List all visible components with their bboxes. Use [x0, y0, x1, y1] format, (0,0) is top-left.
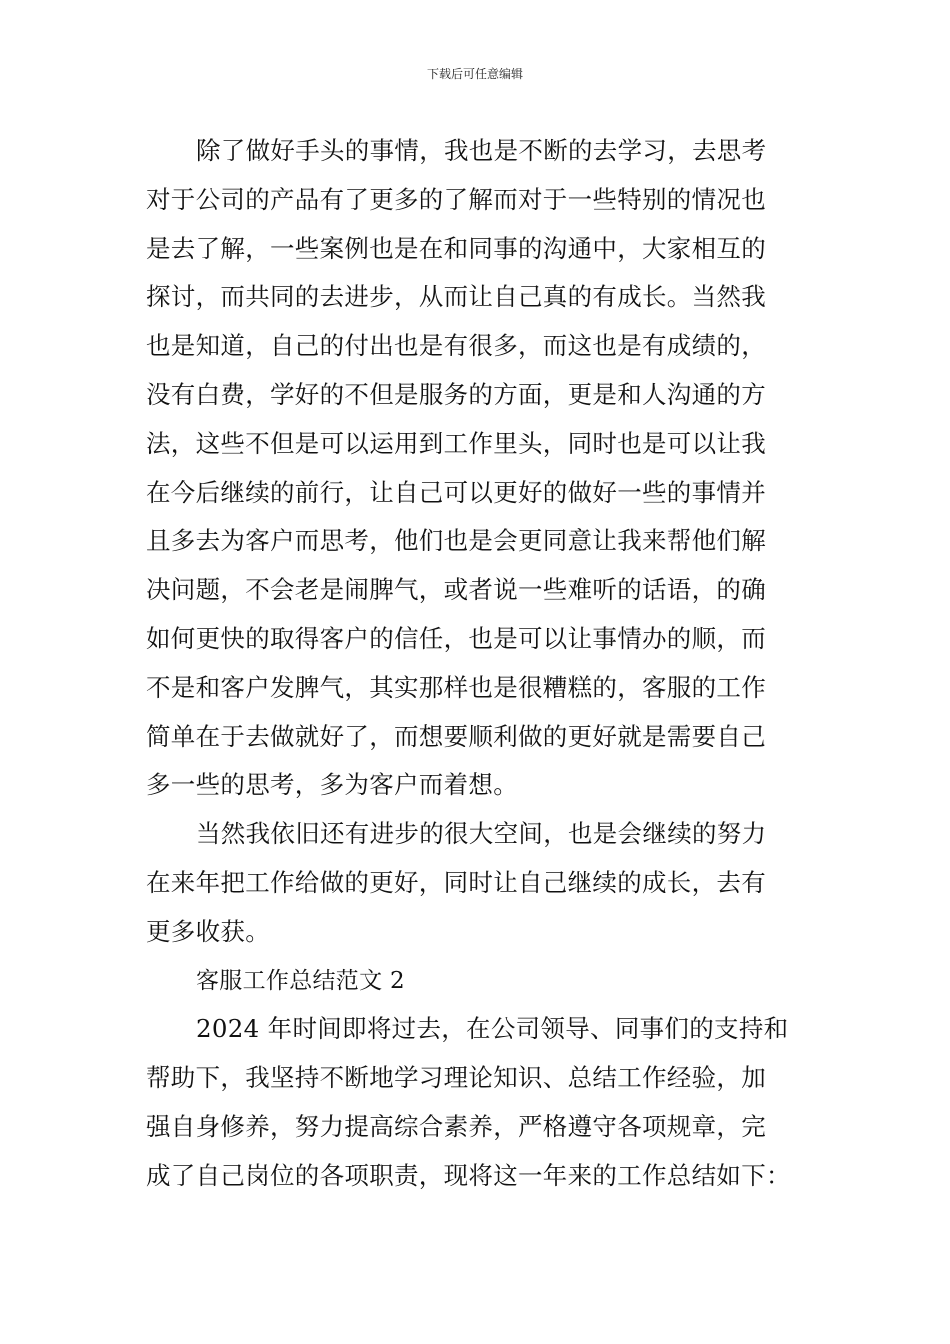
- text-line: 2024 年时间即将过去，在公司领导、同事们的支持和: [196, 1014, 789, 1044]
- text-line: 当然我依旧还有进步的很大空间，也是会继续的努力: [196, 819, 767, 849]
- text-line: 且多去为客户而思考，他们也是会更同意让我来帮他们解: [146, 526, 766, 556]
- text-line: 决问题，不会老是闹脾气，或者说一些难听的话语，的确: [146, 575, 766, 605]
- paragraph: [146, 1005, 816, 1200]
- document-body: [146, 127, 816, 1201]
- text-line: 更多收获。: [146, 916, 270, 946]
- heading-line: 客服工作总结范文 2: [196, 967, 405, 994]
- text-line: 在今后继续的前行，让自己可以更好的做好一些的事情并: [146, 477, 766, 507]
- page-header: 下载后可任意编辑: [426, 67, 523, 81]
- text-line: 对于公司的产品有了更多的了解而对于一些特别的情况也: [146, 184, 766, 214]
- text-line: 如何更快的取得客户的信任，也是可以让事情办的顺，而: [146, 623, 766, 653]
- text-line: 也是知道，自己的付出也是有很多，而这也是有成绩的，: [146, 331, 766, 361]
- text-line: 除了做好手头的事情，我也是不断的去学习，去思考: [196, 136, 767, 165]
- text-line: 法，这些不但是可以运用到工作里头，同时也是可以让我: [146, 428, 766, 458]
- text-line: 简单在于去做就好了，而想要顺利做的更好就是需要自己: [146, 721, 766, 751]
- section-heading: [146, 957, 816, 1006]
- text-line: 成了自己岗位的各项职责，现将这一年来的工作总结如下：: [146, 1160, 791, 1190]
- text-line: 在来年把工作给做的更好，同时让自己继续的成长，去有: [146, 867, 766, 897]
- text-line: 多一些的思考，多为客户而着想。: [146, 770, 518, 800]
- text-line: 探讨，而共同的去进步，从而让自己真的有成长。当然我: [146, 282, 766, 312]
- text-line: 强自身修养，努力提高综合素养，严格遵守各项规章，完: [146, 1111, 766, 1141]
- text-line: 帮助下，我坚持不断地学习理论知识、总结工作经验，加: [146, 1063, 766, 1093]
- text-line: 不是和客户发脾气，其实那样也是很糟糕的，客服的工作: [146, 672, 766, 702]
- text-line: 没有白费，学好的不但是服务的方面，更是和人沟通的方: [146, 379, 766, 409]
- text-line: 是去了解，一些案例也是在和同事的沟通中，大家相互的: [146, 233, 766, 263]
- paragraph: [146, 127, 816, 810]
- paragraph: [146, 810, 816, 956]
